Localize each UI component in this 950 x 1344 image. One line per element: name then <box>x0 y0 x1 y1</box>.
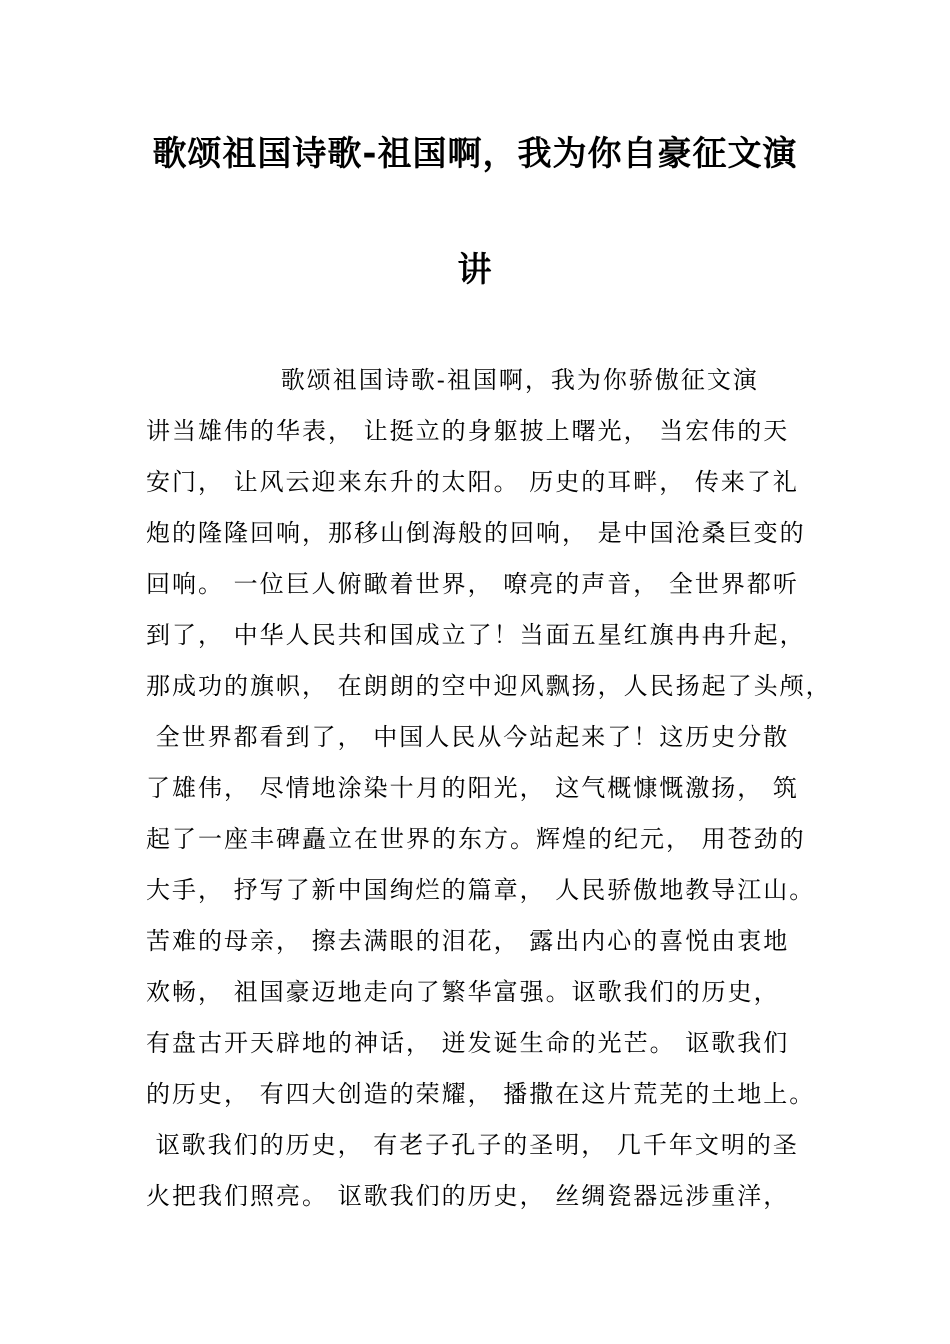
document-title-line-2: 讲 <box>457 250 493 290</box>
body-line: 安门， 让风云迎来东升的太阳。 历史的耳畔， 传来了礼 <box>146 468 799 496</box>
body-line: 歌颂祖国诗歌-祖国啊，我为你骄傲征文演 <box>146 366 759 394</box>
body-line: 炮的隆隆回响，那移山倒海般的回响， 是中国沧桑巨变的 <box>146 519 806 547</box>
body-line: 讴歌我们的历史， 有老子孔子的圣明， 几千年文明的圣 <box>146 1131 799 1159</box>
body-line: 回响。 一位巨人俯瞰着世界， 嘹亮的声音， 全世界都听 <box>146 570 799 598</box>
body-line: 苦难的母亲， 擦去满眼的泪花， 露出内心的喜悦由衷地 <box>146 927 790 955</box>
body-line: 起了一座丰碑矗立在世界的东方。辉煌的纪元， 用苍劲的 <box>146 825 806 853</box>
body-line: 了雄伟， 尽情地涂染十月的阳光， 这气概慷慨激扬， 筑 <box>146 774 799 802</box>
body-line: 的历史， 有四大创造的荣耀， 播撒在这片荒芜的土地上。 <box>146 1080 816 1108</box>
body-line: 欢畅， 祖国豪迈地走向了繁华富强。讴歌我们的历史， <box>146 978 780 1006</box>
body-line: 到了， 中华人民共和国成立了！当面五星红旗冉冉升起， <box>146 621 806 649</box>
body-paragraph <box>146 355 832 1222</box>
body-line: 那成功的旗帜， 在朗朗的空中迎风飘扬，人民扬起了头颅， <box>146 672 832 700</box>
document-title-line-1: 歌颂祖国诗歌-祖国啊，我为你自豪征文演 <box>152 134 798 174</box>
body-line: 讲当雄伟的华表， 让挺立的身躯披上曙光， 当宏伟的天 <box>146 417 790 445</box>
body-line: 大手， 抒写了新中国绚烂的篇章， 人民骄傲地教导江山。 <box>146 876 816 904</box>
body-line: 火把我们照亮。 讴歌我们的历史， 丝绸瓷器远涉重洋， <box>146 1182 790 1210</box>
body-line: 全世界都看到了， 中国人民从今站起来了！这历史分散 <box>146 723 790 751</box>
body-line: 有盘古开天辟地的神话， 迸发诞生命的光芒。 讴歌我们 <box>146 1029 790 1057</box>
